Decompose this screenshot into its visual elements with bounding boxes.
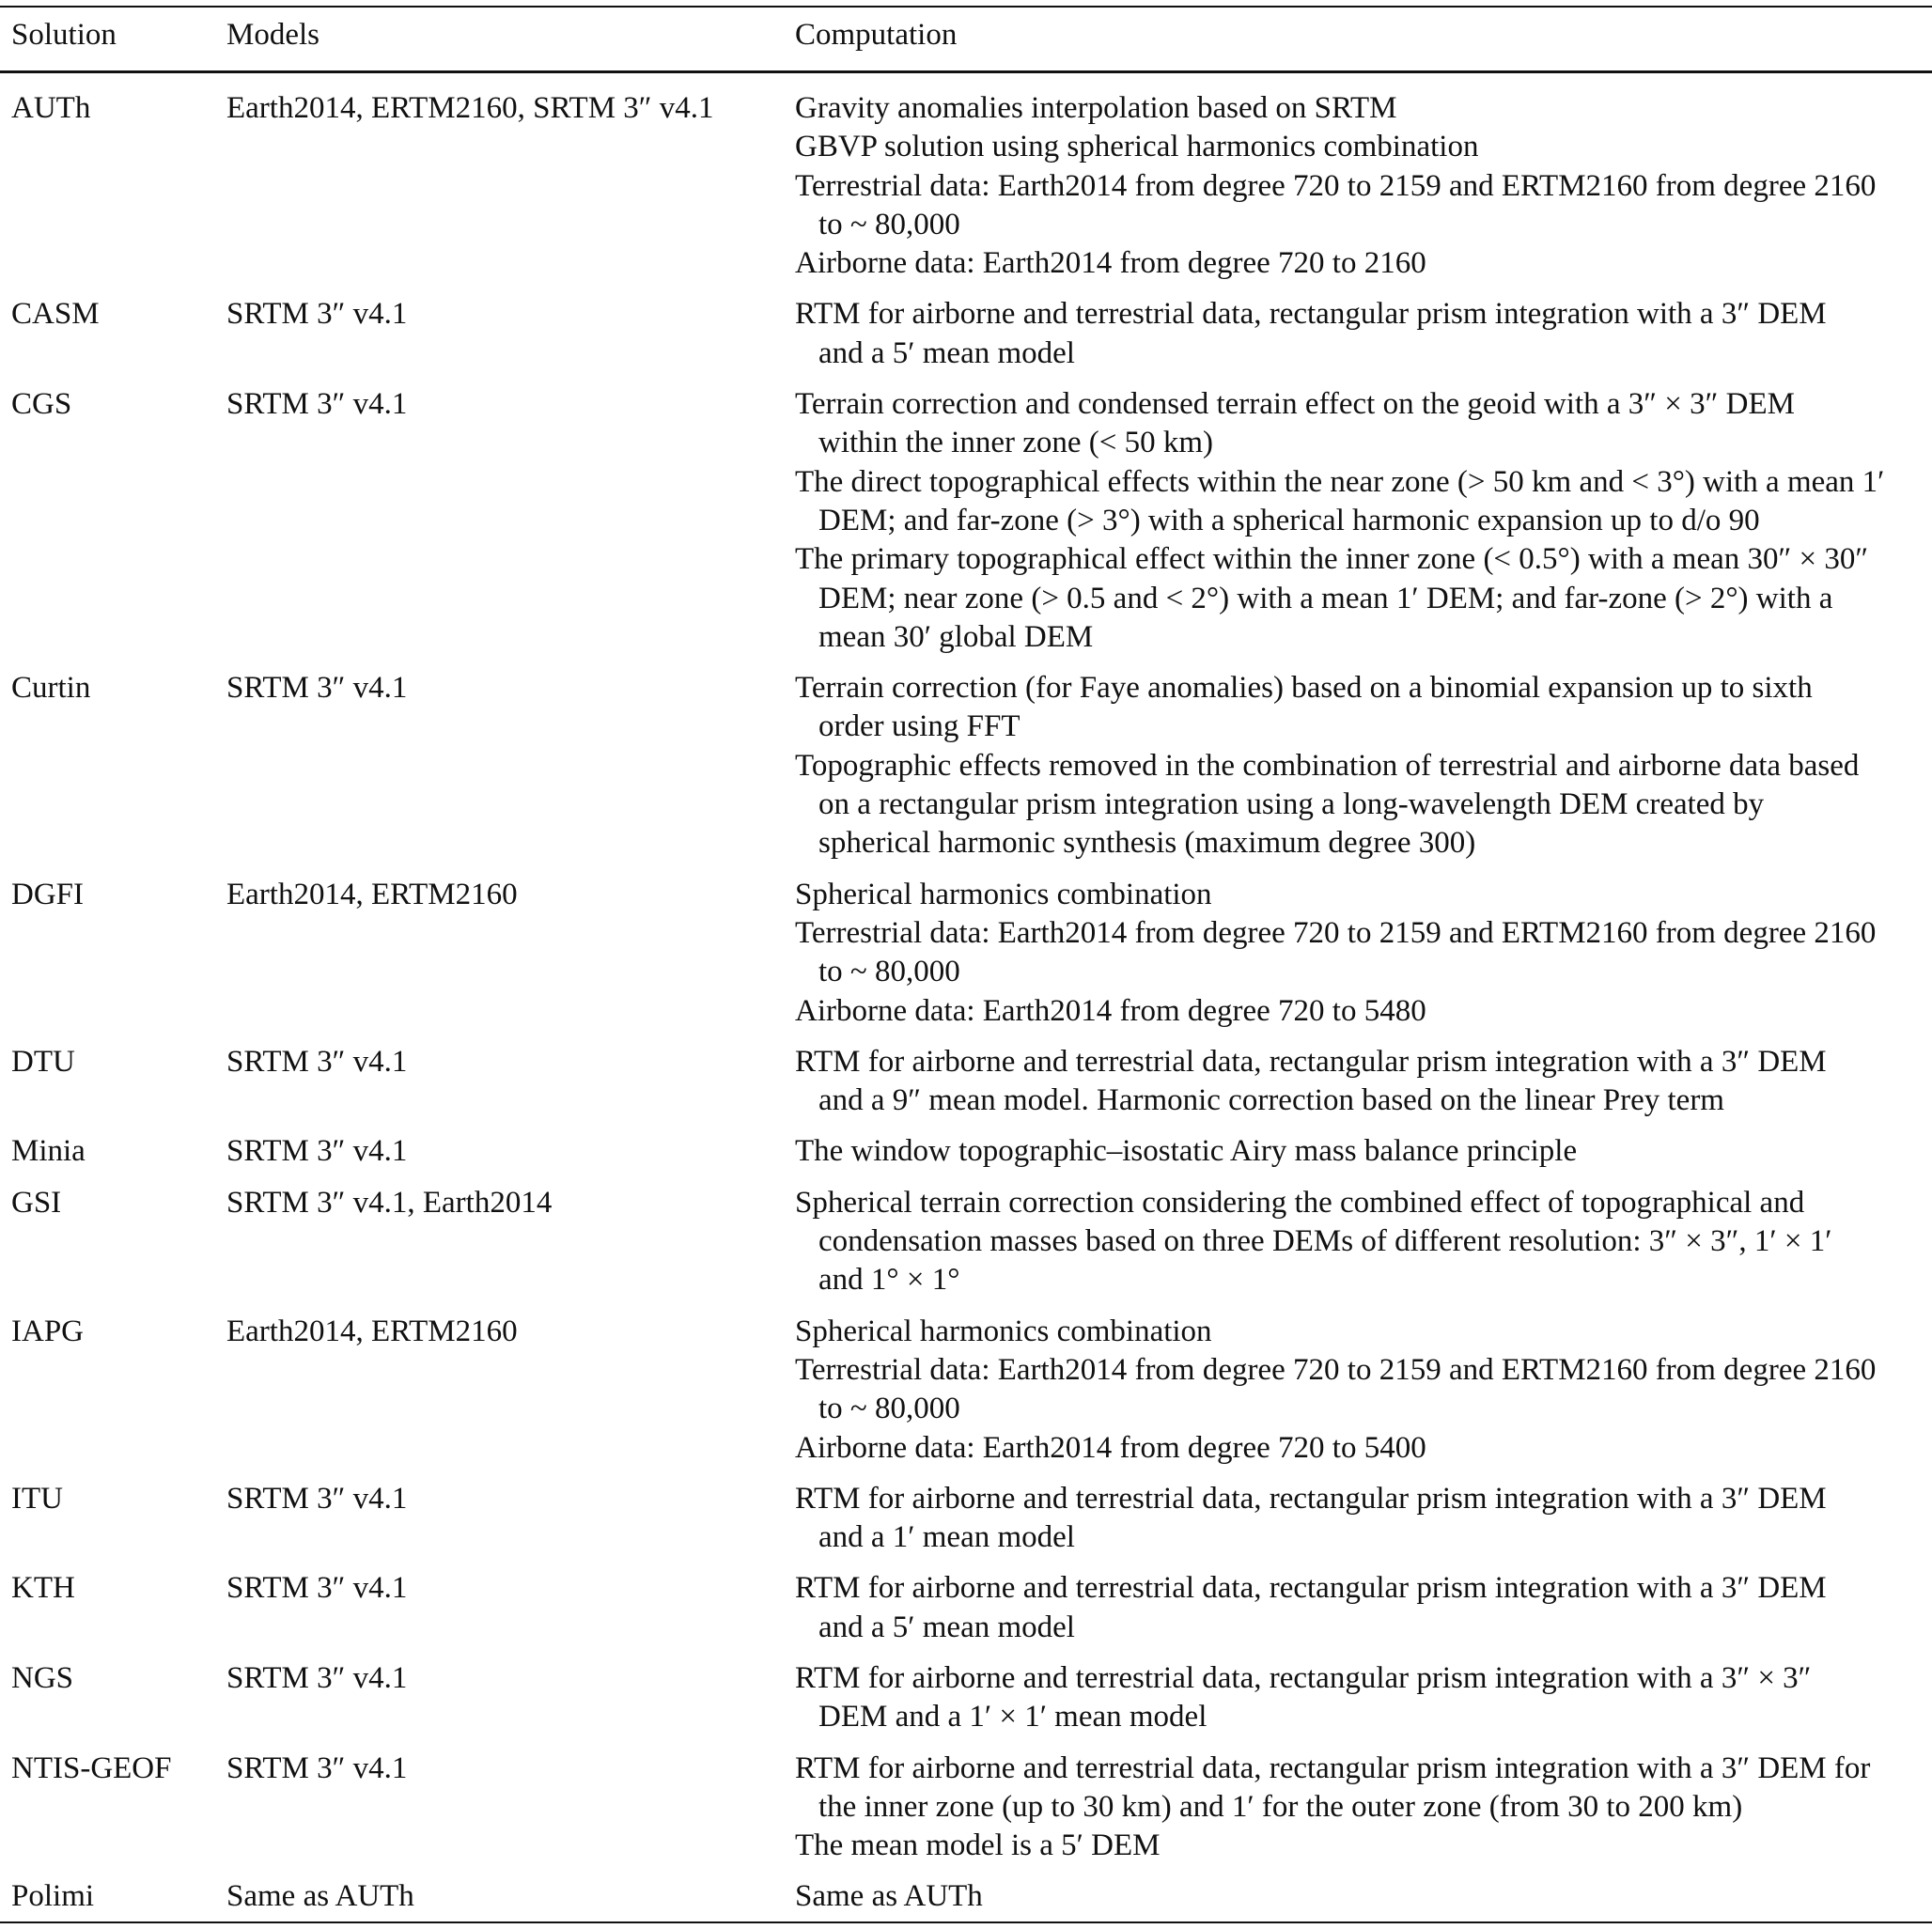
computation-line: and a 5′ mean model	[818, 1610, 1075, 1644]
cell-solution: Polimi	[11, 1879, 95, 1914]
cell-models: Earth2014, ERTM2160, SRTM 3″ v4.1	[226, 91, 714, 125]
table-top-rule	[0, 6, 1932, 8]
cell-models: SRTM 3″ v4.1	[226, 297, 408, 332]
computation-line: RTM for airborne and terrestrial data, rectangular prism integration with a 3″ × 3″	[795, 1660, 1812, 1695]
cell-solution: ITU	[11, 1481, 63, 1516]
table-row	[0, 1132, 1932, 1183]
computation-line: Same as AUTh	[795, 1879, 983, 1914]
computation-line: Terrestrial data: Earth2014 from degree 720 to 2159 and ERTM2160 from degree 2160	[795, 1352, 1877, 1387]
computation-line: to ~ 80,000	[818, 955, 960, 989]
cell-computation	[795, 1569, 1932, 1647]
table-row	[0, 1569, 1932, 1659]
cell-computation	[795, 669, 1932, 863]
computation-line: Terrestrial data: Earth2014 from degree 720 to 2159 and ERTM2160 from degree 2160	[795, 168, 1877, 203]
cell-computation	[795, 1043, 1932, 1121]
cell-models: SRTM 3″ v4.1	[226, 1044, 408, 1079]
computation-line: DEM; near zone (> 0.5 and < 2°) with a mean 1′ DEM; and far-zone (> 2°) with a	[818, 581, 1833, 615]
header-computation: Computation	[795, 18, 958, 52]
computation-line: Topographic effects removed in the combination of terrestrial and airborne data based	[795, 748, 1860, 783]
computation-line: to ~ 80,000	[818, 1392, 960, 1426]
cell-models: Earth2014, ERTM2160	[226, 1314, 518, 1348]
cell-models: SRTM 3″ v4.1	[226, 387, 408, 422]
computation-line: within the inner zone (< 50 km)	[818, 426, 1214, 460]
computation-line: and a 1′ mean model	[818, 1520, 1075, 1555]
cell-computation	[795, 295, 1932, 373]
table-body	[0, 89, 1932, 1929]
computation-line: DEM and a 1′ × 1′ mean model	[818, 1700, 1208, 1735]
table-row	[0, 1480, 1932, 1570]
cell-solution: CASM	[11, 297, 100, 332]
computation-line: RTM for airborne and terrestrial data, rectangular prism integration with a 3″ DEM	[795, 1571, 1827, 1606]
computation-line: Airborne data: Earth2014 from degree 720 to 5400	[795, 1430, 1426, 1465]
computation-line: the inner zone (up to 30 km) and 1′ for the outer zone (from 30 to 200 km)	[818, 1789, 1743, 1824]
computation-line: mean 30′ global DEM	[818, 619, 1094, 654]
table-row	[0, 295, 1932, 385]
computation-line: order using FFT	[818, 709, 1021, 744]
computation-line: Gravity anomalies interpolation based on SRTM	[795, 91, 1397, 125]
computation-line: The primary topographical effect within the inner zone (< 0.5°) with a mean 30″ × 30″	[795, 542, 1869, 577]
cell-solution: AUTh	[11, 91, 91, 125]
computation-line: Airborne data: Earth2014 from degree 720 to 5480	[795, 993, 1426, 1028]
cell-computation	[795, 1877, 1932, 1916]
cell-models: Earth2014, ERTM2160	[226, 877, 518, 911]
computation-line: Terrestrial data: Earth2014 from degree 720 to 2159 and ERTM2160 from degree 2160	[795, 915, 1877, 950]
cell-models: Same as AUTh	[226, 1879, 414, 1914]
table-bottom-rule	[0, 1921, 1932, 1923]
computation-line: Spherical harmonics combination	[795, 877, 1212, 911]
cell-solution: KTH	[11, 1571, 75, 1606]
cell-solution: CGS	[11, 387, 72, 422]
cell-computation	[795, 1480, 1932, 1558]
table-row	[0, 1043, 1932, 1133]
table-header	[0, 15, 1932, 54]
header-models: Models	[226, 18, 319, 52]
cell-solution: NGS	[11, 1660, 74, 1695]
cell-computation	[795, 1132, 1932, 1171]
header-solution: Solution	[11, 18, 117, 52]
table-row	[0, 876, 1932, 1043]
cell-models: SRTM 3″ v4.1	[226, 1750, 408, 1785]
computation-line: DEM; and far-zone (> 3°) with a spherical harmonic expansion up to d/o 90	[818, 503, 1760, 537]
computation-line: condensation masses based on three DEMs of different resolution: 3″ × 3″, 1′ × 1′	[818, 1224, 1832, 1259]
cell-solution: NTIS-GEOF	[11, 1750, 172, 1785]
cell-computation	[795, 876, 1932, 1031]
computation-line: and 1° × 1°	[818, 1263, 960, 1298]
header-rule	[0, 70, 1932, 73]
computation-line: The direct topographical effects within the near zone (> 50 km and < 3°) with a mean 1′	[795, 464, 1885, 499]
computation-line: and a 9″ mean model. Harmonic correction based on the linear Prey term	[818, 1083, 1724, 1118]
computation-line: Airborne data: Earth2014 from degree 720 to 2160	[795, 246, 1426, 281]
computation-line: RTM for airborne and terrestrial data, rectangular prism integration with a 3″ DEM for	[795, 1750, 1871, 1785]
table-row	[0, 89, 1932, 295]
computation-line: Terrain correction and condensed terrain effect on the geoid with a 3″ × 3″ DEM	[795, 387, 1795, 422]
cell-solution: DGFI	[11, 877, 85, 911]
cell-computation	[795, 385, 1932, 657]
computation-line: Terrain correction (for Faye anomalies) based on a binomial expansion up to sixth	[795, 671, 1813, 706]
computation-line: spherical harmonic synthesis (maximum degree 300)	[818, 826, 1476, 861]
cell-computation	[795, 1750, 1932, 1866]
computation-line: The window topographic–isostatic Airy mass balance principle	[795, 1134, 1578, 1169]
cell-models: SRTM 3″ v4.1	[226, 671, 408, 706]
computation-line: Spherical harmonics combination	[795, 1314, 1212, 1348]
table-row	[0, 1313, 1932, 1480]
computation-line: on a rectangular prism integration using a long-wavelength DEM created by	[818, 787, 1765, 822]
cell-computation	[795, 1659, 1932, 1737]
cell-computation	[795, 1184, 1932, 1300]
computation-line: and a 5′ mean model	[818, 335, 1075, 370]
cell-solution: IAPG	[11, 1314, 85, 1348]
computation-line: RTM for airborne and terrestrial data, rectangular prism integration with a 3″ DEM	[795, 1481, 1827, 1516]
cell-computation	[795, 1313, 1932, 1468]
computation-line: to ~ 80,000	[818, 207, 960, 241]
computation-line: GBVP solution using spherical harmonics combination	[795, 130, 1479, 164]
cell-solution: Minia	[11, 1134, 86, 1169]
cell-models: SRTM 3″ v4.1, Earth2014	[226, 1185, 553, 1220]
cell-solution: Curtin	[11, 671, 91, 706]
cell-computation	[795, 89, 1932, 283]
cell-models: SRTM 3″ v4.1	[226, 1481, 408, 1516]
table-row	[0, 1750, 1932, 1878]
cell-models: SRTM 3″ v4.1	[226, 1571, 408, 1606]
cell-models: SRTM 3″ v4.1	[226, 1660, 408, 1695]
computation-line: The mean model is a 5′ DEM	[795, 1828, 1161, 1863]
computation-line: RTM for airborne and terrestrial data, rectangular prism integration with a 3″ DEM	[795, 297, 1827, 332]
cell-solution: GSI	[11, 1185, 62, 1220]
table-row	[0, 1184, 1932, 1313]
table-row	[0, 669, 1932, 875]
computation-line: Spherical terrain correction considering the combined effect of topographical and	[795, 1185, 1805, 1220]
table-row	[0, 1659, 1932, 1750]
cell-models: SRTM 3″ v4.1	[226, 1134, 408, 1169]
computation-line: RTM for airborne and terrestrial data, rectangular prism integration with a 3″ DEM	[795, 1044, 1827, 1079]
table-row	[0, 385, 1932, 669]
cell-solution: DTU	[11, 1044, 75, 1079]
